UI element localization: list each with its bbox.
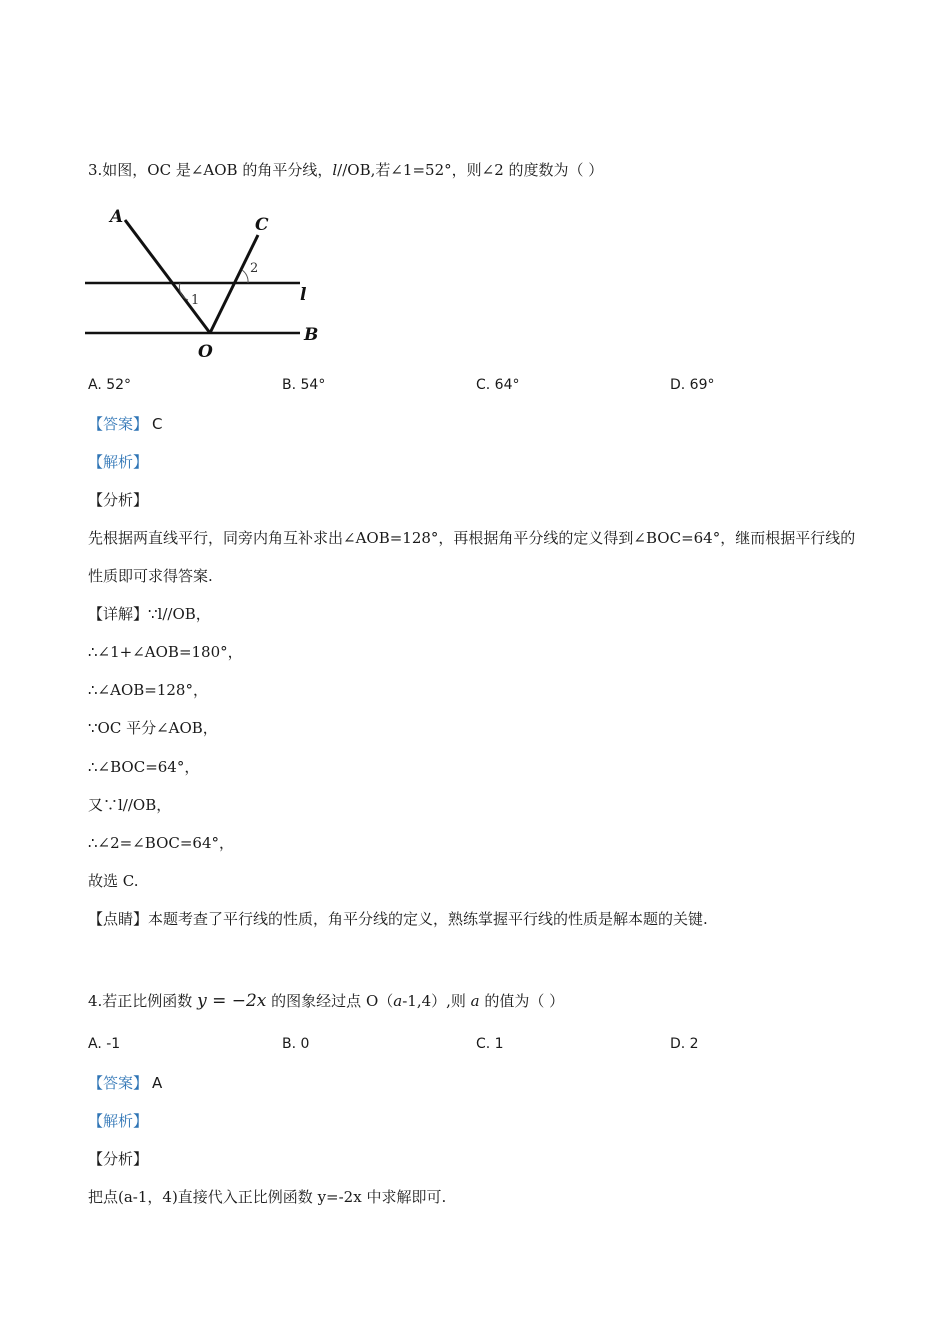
q3-dianjing-text: 本题考查了平行线的性质，角平分线的定义，熟练掌握平行线的性质是解本题的关键. [148,910,708,928]
label-c: C [255,215,269,235]
q4-option-c[interactable]: C. 1 [476,1036,504,1052]
q3-answer-value: C [152,415,163,433]
q3-step-1: ∴∠1+∠AOB=180°， [88,643,243,661]
q4-option-b[interactable]: B. 0 [282,1036,310,1052]
q3-fenxi-text: 先根据两直线平行，同旁内角互补求出∠AOB=128°，再根据角平分线的定义得到∠BOC=64°，继而根据平行线的性质即可求得答案. [88,529,856,585]
q3-option-a[interactable]: A. 52° [88,377,132,393]
q3-dianjing [88,909,708,929]
q4-stem-text-1: 4.若正比例函数 [88,992,198,1010]
q4-answer [88,1073,162,1093]
q3-detail-first: ∵l//OB， [148,605,211,623]
q4-var-a-2: a [470,992,480,1010]
q4-option-a[interactable]: A. -1 [88,1036,121,1052]
q3-option-c[interactable]: C. 64° [476,377,520,393]
angle-1-arc [179,283,188,300]
q4-stem-text-4: 的值为（ ） [479,992,565,1010]
label-o: O [198,342,213,362]
q3-jiexi [88,452,148,472]
ray-oa [125,220,210,333]
q3-fenxi [88,490,148,510]
q3-option-d[interactable]: D. 69° [670,377,715,393]
q3-stem-l: l [332,161,338,179]
q3-jiexi-tag: 【解析】 [88,453,149,471]
q3-fenxi-tag: 【分析】 [88,491,149,509]
q3-step-5: 又∵l//OB， [88,796,172,814]
label-a: A [110,207,124,227]
q3-step-6: ∴∠2=∠BOC=64°， [88,834,235,852]
q3-dianjing-tag: 【点睛】 [88,910,149,928]
q4-option-d[interactable]: D. 2 [670,1036,699,1052]
q4-jiexi [88,1111,148,1131]
q4-stem-text-2: 的图象经过点 O（ [266,992,394,1010]
angle-2-arc [242,270,248,283]
q3-stem-text-2: //OB,若∠1=52°，则∠2 的度数为（ ） [337,161,604,179]
q3-detail-tag: 【详解】 [88,605,149,623]
label-angle-1: 1 [191,293,200,308]
label-l: l [300,285,307,305]
q4-var-a-1: a [393,992,403,1010]
q4-fenxi-tag: 【分析】 [88,1150,149,1168]
q3-step-4: ∴∠BOC=64°， [88,758,200,776]
q3-stem [88,160,603,180]
label-b: B [304,325,319,345]
label-angle-2: 2 [250,261,259,276]
q4-answer-tag: 【答案】 [88,1074,149,1092]
q3-step-7: 故选 C. [88,872,139,890]
q3-answer [88,414,163,434]
q3-options [88,377,868,397]
q4-jiexi-tag: 【解析】 [88,1112,149,1130]
q4-stem [88,991,564,1011]
q4-options [88,1036,868,1056]
q3-option-b[interactable]: B. 54° [282,377,326,393]
q4-formula: y = −2x [197,991,267,1011]
q3-step-2: ∴∠AOB=128°， [88,681,208,699]
q3-detail [88,604,211,624]
q3-answer-tag: 【答案】 [88,415,149,433]
q3-geometry-figure [80,200,330,370]
q4-fenxi [88,1149,148,1169]
q3-step-3: ∵OC 平分∠AOB， [88,719,218,737]
q4-fenxi-text: 把点(a-1，4)直接代入正比例函数 y=-2x 中求解即可. [88,1188,447,1206]
q4-answer-value: A [152,1074,163,1092]
q3-stem-text-1: 3.如图，OC 是∠AOB 的角平分线， [88,161,333,179]
q4-stem-text-3: -1,4）,则 [402,992,471,1010]
